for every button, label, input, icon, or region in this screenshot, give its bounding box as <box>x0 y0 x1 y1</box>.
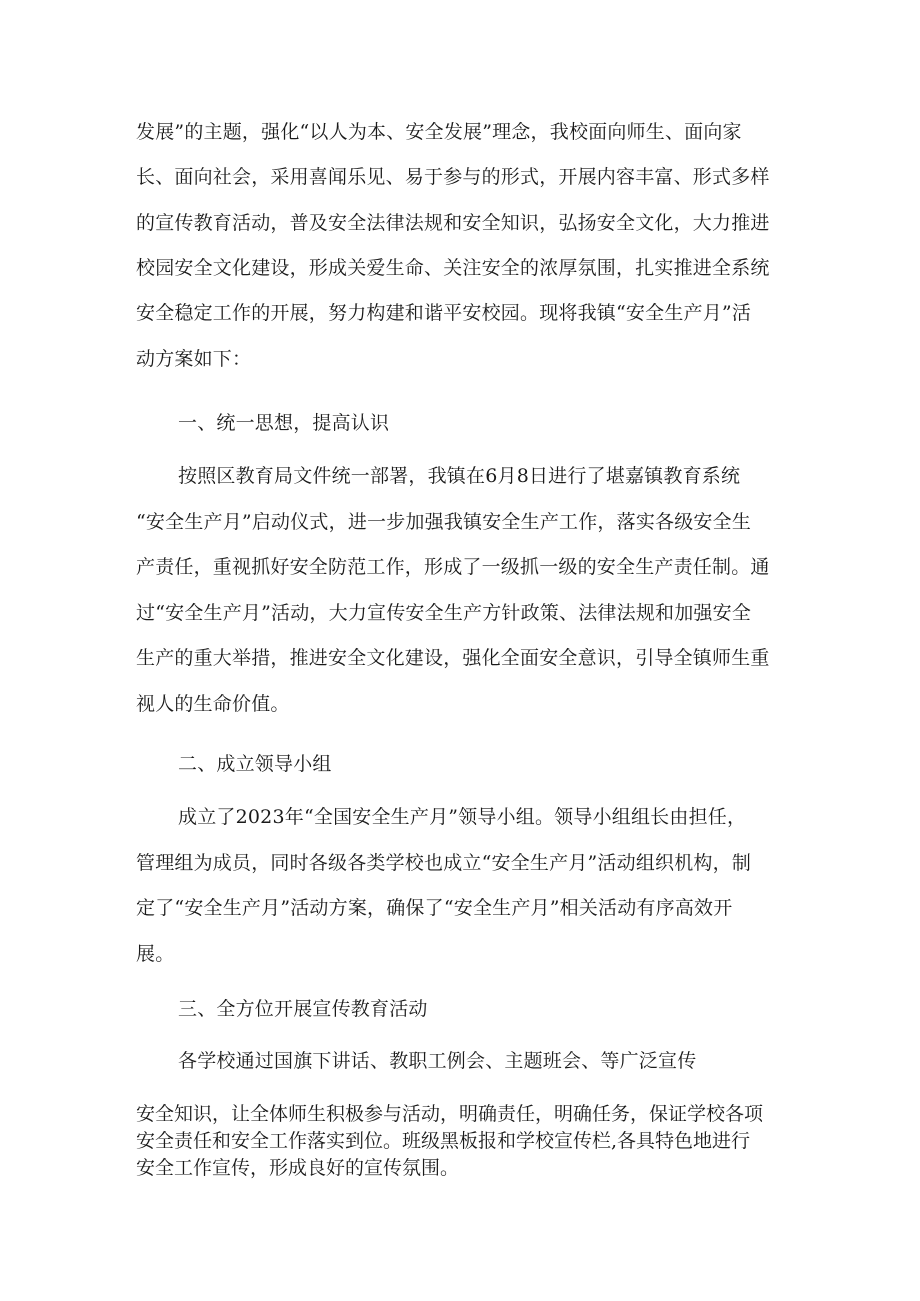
paragraph-3-line-2: 安全知识，让全体师生积极参与活动，明确责任，明确任务，保证学校各项 <box>136 1103 764 1125</box>
paragraph-2-line-3: 定了“安全生产月”活动方案，确保了“安全生产月”相关活动有序高效开 <box>136 897 733 919</box>
intro-line-5: 安全稳定工作的开展，努力构建和谐平安校园。现将我镇“安全生产月”活 <box>136 302 752 324</box>
paragraph-1-line-6: 视人的生命价值。 <box>136 693 290 715</box>
paragraph-2-line-4: 展。 <box>136 943 175 965</box>
paragraph-1-line-1: 按照区教育局文件统一部署，我镇在6月8日进行了堪嘉镇教育系统 <box>178 465 741 487</box>
paragraph-1-line-5: 生产的重大举措，推进安全文化建设，强化全面安全意识，引导全镇师生重 <box>136 647 770 669</box>
paragraph-3-line-3: 安全责任和安全工作落实到位。班级黑板报和学校宣传栏,各具特色地进行 <box>136 1130 751 1152</box>
paragraph-2-line-2: 管理组为成员，同时各级各类学校也成立“安全生产月”活动组织机构，制 <box>136 852 752 874</box>
section-heading-1: 一、统一思想，提高认识 <box>178 412 390 434</box>
intro-line-1: 发展”的主题，强化“以人为本、安全发展”理念，我校面向师生、面向家 <box>136 121 742 143</box>
paragraph-3-line-1: 各学校通过国旗下讲话、教职工例会、主题班会、等广泛宣传 <box>178 1050 697 1072</box>
paragraph-1-line-3: 产责任，重视抓好安全防范工作，形成了一级抓一级的安全生产责任制。通 <box>136 556 770 578</box>
intro-line-6: 动方案如下： <box>136 348 252 370</box>
intro-line-4: 校园安全文化建设，形成关爱生命、关注安全的浓厚氛围，扎实推进全系统 <box>136 257 770 279</box>
paragraph-2-line-1: 成立了2023年“全国安全生产月”领导小组。领导小组组长由担任， <box>178 806 747 828</box>
paragraph-1-line-2: “安全生产月”启动仪式，进一步加强我镇安全生产工作，落实各级安全生 <box>136 511 752 533</box>
intro-line-2: 长、面向社会，采用喜闻乐见、易于参与的形式，开展内容丰富、形式多样 <box>136 166 770 188</box>
section-heading-2: 二、成立领导小组 <box>178 753 332 775</box>
paragraph-3-line-4: 安全工作宣传，形成良好的宣传氛围。 <box>136 1157 460 1179</box>
paragraph-1-line-4: 过“安全生产月”活动，大力宣传安全生产方针政策、法律法规和加强安全 <box>136 602 752 624</box>
intro-line-3: 的宣传教育活动，普及安全法律法规和安全知识，弘扬安全文化，大力推进 <box>136 212 770 234</box>
section-heading-3: 三、全方位开展宣传教育活动 <box>178 998 428 1020</box>
